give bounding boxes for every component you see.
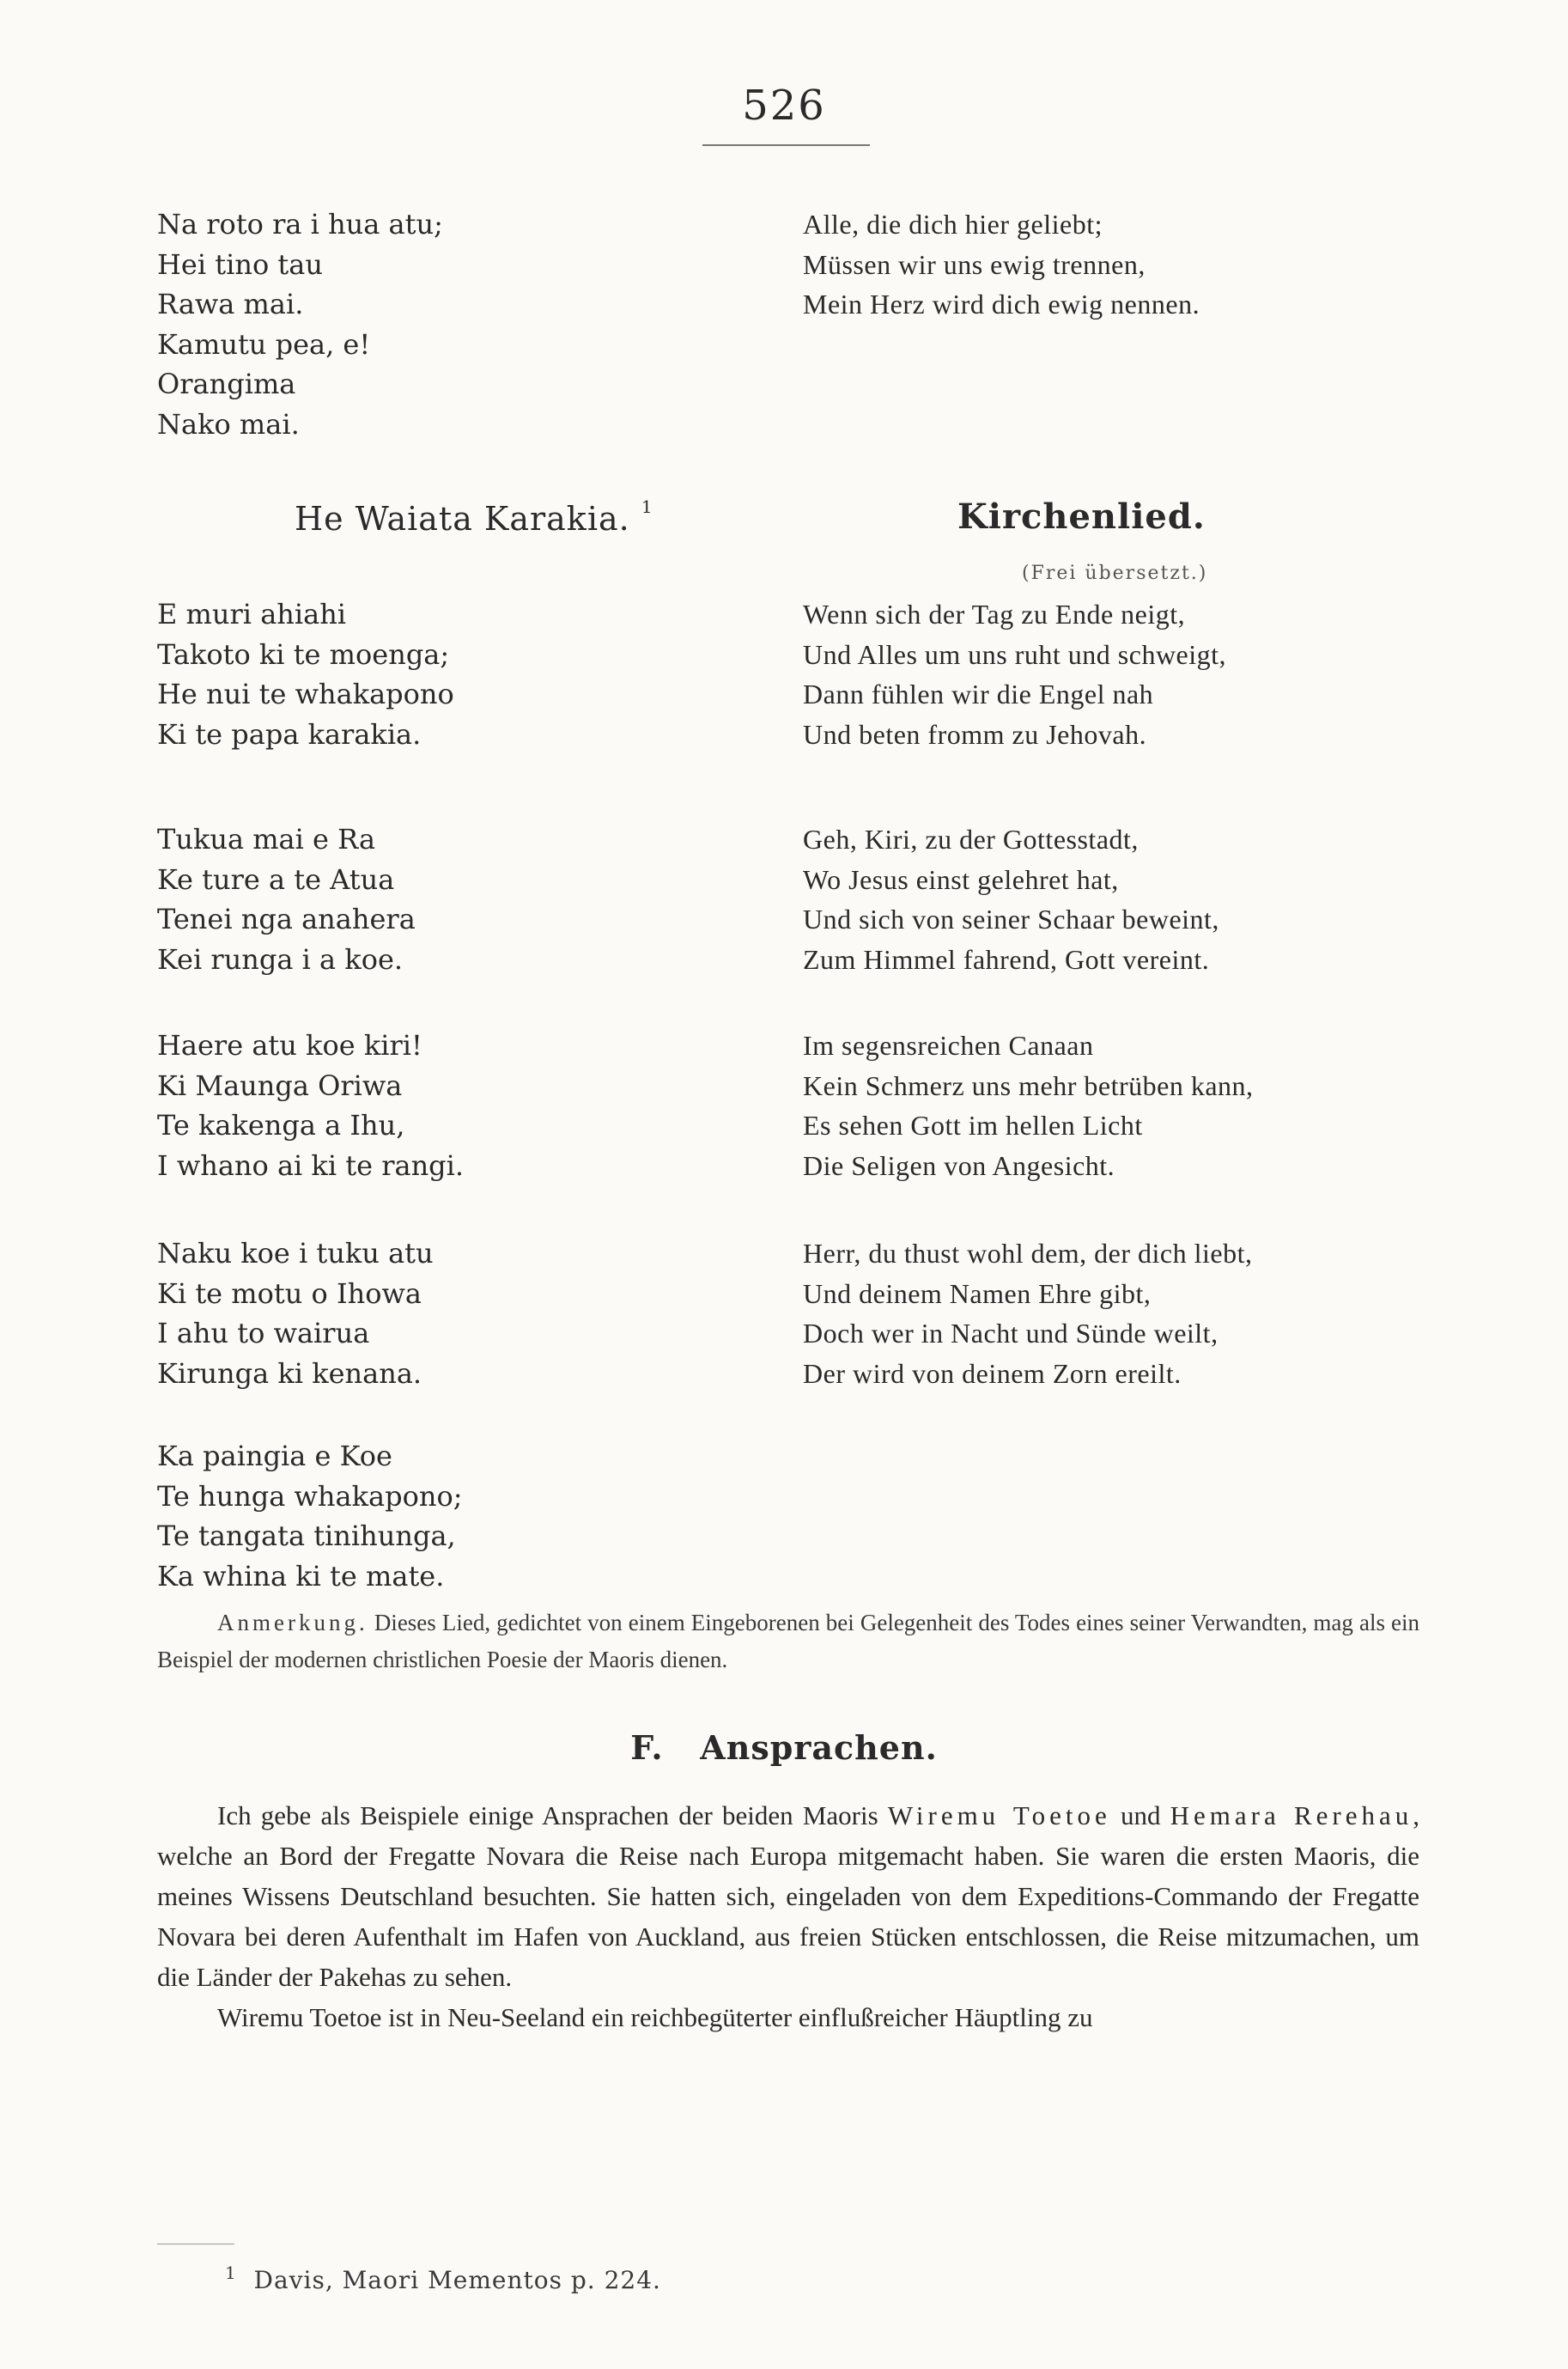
footnote-reference: 1 xyxy=(641,496,653,517)
paragraph: Wiremu Toetoe ist in Neu-Seeland ein reichbegüterter einflußreicher Häuptling zu xyxy=(217,2002,1093,2032)
verse-line: I whano ai ki te rangi. xyxy=(157,1148,465,1182)
verse-line: Takoto ki te moenga; xyxy=(157,637,450,671)
verse-line: Rawa mai. xyxy=(157,288,304,320)
verse-line: Und beten fromm zu Jehovah. xyxy=(803,718,1147,750)
page-number: 526 xyxy=(742,82,826,130)
maori-title-text: He Waiata Karakia. xyxy=(295,500,630,538)
footnote-text: Davis, Maori Mementos p. 224. xyxy=(253,2266,661,2294)
verse-line: Und Alles um uns ruht und schweigt, xyxy=(803,638,1227,670)
verse-line: Der wird von deinem Zorn ereilt. xyxy=(803,1357,1182,1389)
section-heading xyxy=(0,1728,1568,1767)
text-run: , welche an Bord der Fregatte Novara die Reise nach Europa mitgemacht haben. Sie waren die ersten Maoris, die meines Wissens Deutschland besuchten. Sie hatten sich, eingeladen von dem Expeditions-Commando der Fregatte Novara bei deren Aufenthalt im Hafen von Auckland, aus freien Stücken entschlossen, die Reise mitzumachen, um die Länder der Pakehas zu sehen. xyxy=(157,1800,1419,1992)
verse-line: Alle, die dich hier geliebt; xyxy=(803,209,1103,240)
maori-stanza-4 xyxy=(157,1233,758,1393)
section-title: Ansprachen. xyxy=(700,1728,938,1767)
verse-line: Es sehen Gott im hellen Licht xyxy=(803,1110,1143,1141)
note-text: Dieses Lied, gedichtet von einem Eingeborenen bei Gelegenheit des Todes eines seiner Verwandten, mag als ein Beispiel der modernen christlichen Poesie der Maoris dienen. xyxy=(157,1610,1420,1672)
verse-line: He nui te whakapono xyxy=(157,678,454,710)
verse-line: Ke ture a te Atua xyxy=(157,862,395,896)
verse-line: Kei runga i a koe. xyxy=(157,942,404,976)
verse-line: E muri ahiahi xyxy=(157,598,347,630)
verse-line: I ahu to wairua xyxy=(157,1317,370,1349)
person-name: Wiremu Toetoe xyxy=(887,1800,1111,1830)
verse-line: Haere atu koe kiri! xyxy=(157,1029,422,1062)
german-song-title: Kirchenlied. xyxy=(957,496,1206,537)
maori-stanza-3 xyxy=(157,1026,758,1185)
paragraph xyxy=(157,1795,1419,1997)
verse-line: Orangima xyxy=(157,368,296,400)
verse-line: Ki te papa karakia. xyxy=(157,717,422,751)
verse-line: Te hunga whakapono; xyxy=(157,1479,463,1513)
verse-line: Ka paingia e Koe xyxy=(157,1440,392,1472)
verse-line: Te kakenga a Ihu, xyxy=(157,1109,405,1142)
verse-line: Na roto ra i hua atu; xyxy=(157,208,443,241)
page-number-rule xyxy=(702,144,870,146)
top-right-stanza xyxy=(803,204,1456,325)
verse-line: Zum Himmel fahrend, Gott vereint. xyxy=(803,943,1210,975)
top-left-stanza xyxy=(157,204,758,444)
maori-stanza-1 xyxy=(157,594,758,754)
verse-line: Wenn sich der Tag zu Ende neigt, xyxy=(803,599,1186,630)
verse-line: Tenei nga anahera xyxy=(157,903,416,935)
footnote-mark: 1 xyxy=(225,2262,237,2283)
verse-line: Müssen wir uns ewig trennen, xyxy=(803,248,1146,280)
verse-line: Naku koe i tuku atu xyxy=(157,1237,434,1270)
body-text xyxy=(157,1795,1419,2037)
verse-line: Ki Maunga Oriwa xyxy=(157,1069,403,1102)
german-stanza-2 xyxy=(803,819,1456,979)
verse-line: Hei tino tau xyxy=(157,247,323,281)
verse-line: Dann fühlen wir die Engel nah xyxy=(803,679,1154,709)
verse-line: Kein Schmerz uns mehr betrüben kann, xyxy=(803,1069,1254,1101)
maori-stanza-5 xyxy=(157,1436,758,1596)
person-name: Hemara Rerehau xyxy=(1170,1800,1413,1830)
text-run: und xyxy=(1110,1800,1170,1830)
verse-line: Herr, du thust wohl dem, der dich liebt, xyxy=(803,1238,1253,1269)
verse-line: Doch wer in Nacht und Sünde weilt, xyxy=(803,1318,1219,1349)
verse-line: Und sich von seiner Schaar beweint, xyxy=(803,904,1219,935)
maori-song-title xyxy=(295,496,653,538)
annotation-note xyxy=(157,1605,1419,1678)
verse-line: Mein Herz wird dich ewig nennen. xyxy=(803,289,1200,320)
section-letter: F. xyxy=(630,1728,664,1767)
verse-line: Ka whina ki te mate. xyxy=(157,1559,445,1593)
verse-line: Die Seligen von Angesicht. xyxy=(803,1149,1115,1181)
verse-line: Geh, Kiri, zu der Gottesstadt, xyxy=(803,824,1139,855)
verse-line: Te tangata tinihunga, xyxy=(157,1519,456,1552)
verse-line: Ki te motu o Ihowa xyxy=(157,1276,422,1310)
text-run: Ich gebe als Beispiele einige Ansprachen der beiden Maoris xyxy=(217,1800,888,1830)
note-label: Anmerkung. xyxy=(217,1610,368,1635)
german-stanza-1 xyxy=(803,594,1456,754)
verse-line: Tukua mai e Ra xyxy=(157,823,376,856)
verse-line: Im segensreichen Canaan xyxy=(803,1030,1094,1061)
german-subtitle: (Frei übersetzt.) xyxy=(1022,563,1208,584)
german-stanza-4 xyxy=(803,1233,1456,1393)
maori-stanza-2 xyxy=(157,819,758,979)
verse-line: Kamutu pea, e! xyxy=(157,327,371,361)
verse-line: Kirunga ki kenana. xyxy=(157,1356,422,1390)
verse-line: Und deinem Namen Ehre gibt, xyxy=(803,1277,1152,1309)
verse-line: Wo Jesus einst gelehret hat, xyxy=(803,863,1119,895)
footnote xyxy=(225,2262,661,2294)
german-stanza-3 xyxy=(803,1026,1456,1185)
verse-line: Nako mai. xyxy=(157,407,300,441)
